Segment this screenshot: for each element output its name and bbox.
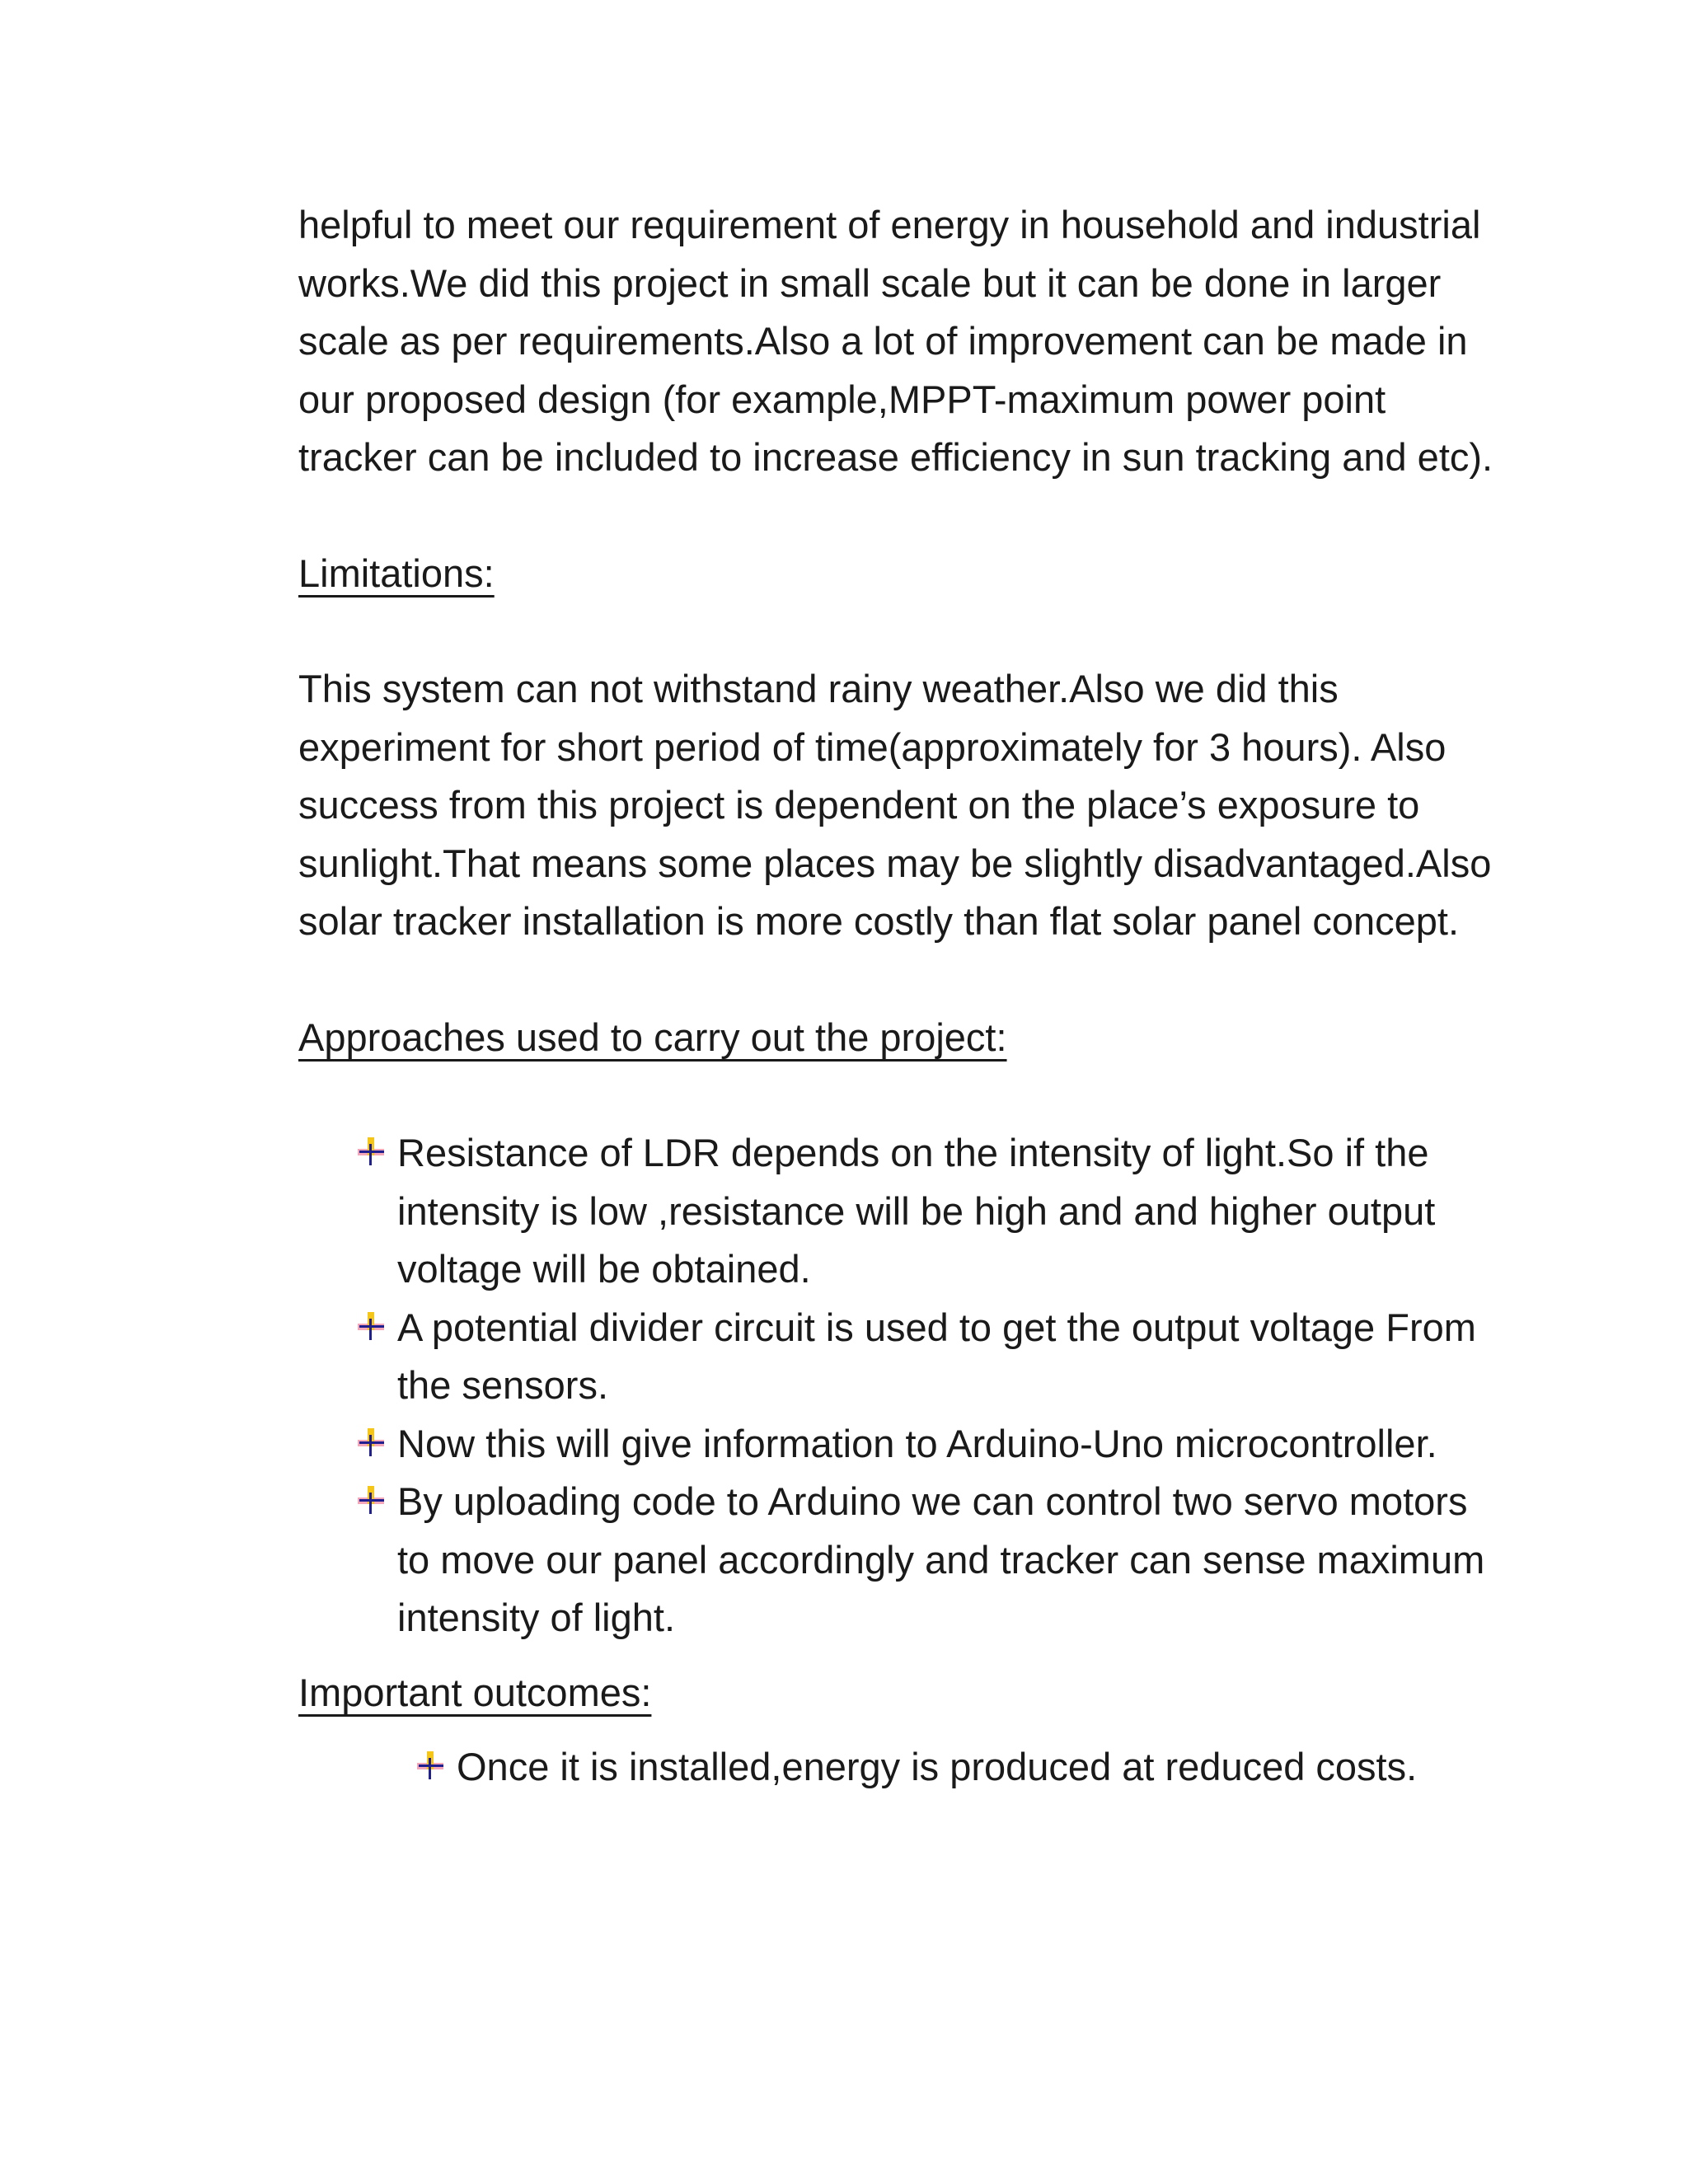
limitations-heading: Limitations: [298, 551, 495, 595]
outcomes-heading: Important outcomes: [298, 1670, 652, 1714]
arrow-cross-bullet-icon [414, 1750, 447, 1783]
list-item [348, 1124, 1493, 1299]
document-content [298, 196, 1493, 1797]
outcomes-list [298, 1738, 1493, 1797]
approach-item-text: Now this will give information to Arduino-Uno microcontroller. [397, 1421, 1437, 1465]
approach-item-text: Resistance of LDR depends on the intensity of light.So if the intensity is low ,resistance will be high and and higher output voltage will be obtained. [397, 1131, 1436, 1291]
list-item [348, 1415, 1493, 1474]
approaches-list [298, 1124, 1493, 1647]
arrow-cross-bullet-icon [354, 1484, 387, 1517]
arrow-cross-bullet-icon [354, 1310, 387, 1343]
approach-item-text: A potential divider circuit is used to get the output voltage From the sensors. [397, 1305, 1476, 1407]
intro-paragraph: helpful to meet our requirement of energy in household and industrial works.We did this project in small scale but it can be done in larger scale as per requirements.Also a lot of improvement can be made in our proposed design (for example,MPPT-maximum power point tracker can be included to increase efficiency in sun tracking and etc). [298, 203, 1493, 479]
list-item [348, 1473, 1493, 1647]
arrow-cross-bullet-icon [354, 1427, 387, 1460]
approaches-heading: Approaches used to carry out the project: [298, 1015, 1007, 1059]
list-item [407, 1738, 1493, 1797]
approach-item-text: By uploading code to Arduino we can control two servo motors to move our panel accordingly and tracker can sense maximum intensity of light. [397, 1479, 1485, 1639]
list-item [348, 1299, 1493, 1415]
limitations-paragraph: This system can not withstand rainy weather.Also we did this experiment for short period of time(approximately for 3 hours). Also success from this project is dependent on the place’s exposure to sunlight.That means some places may be slightly disadvantaged.Also solar tracker installation is more costly than flat solar panel concept. [298, 667, 1492, 943]
outcome-item-text: Once it is installed,energy is produced at reduced costs. [457, 1745, 1418, 1788]
arrow-cross-bullet-icon [354, 1136, 387, 1169]
